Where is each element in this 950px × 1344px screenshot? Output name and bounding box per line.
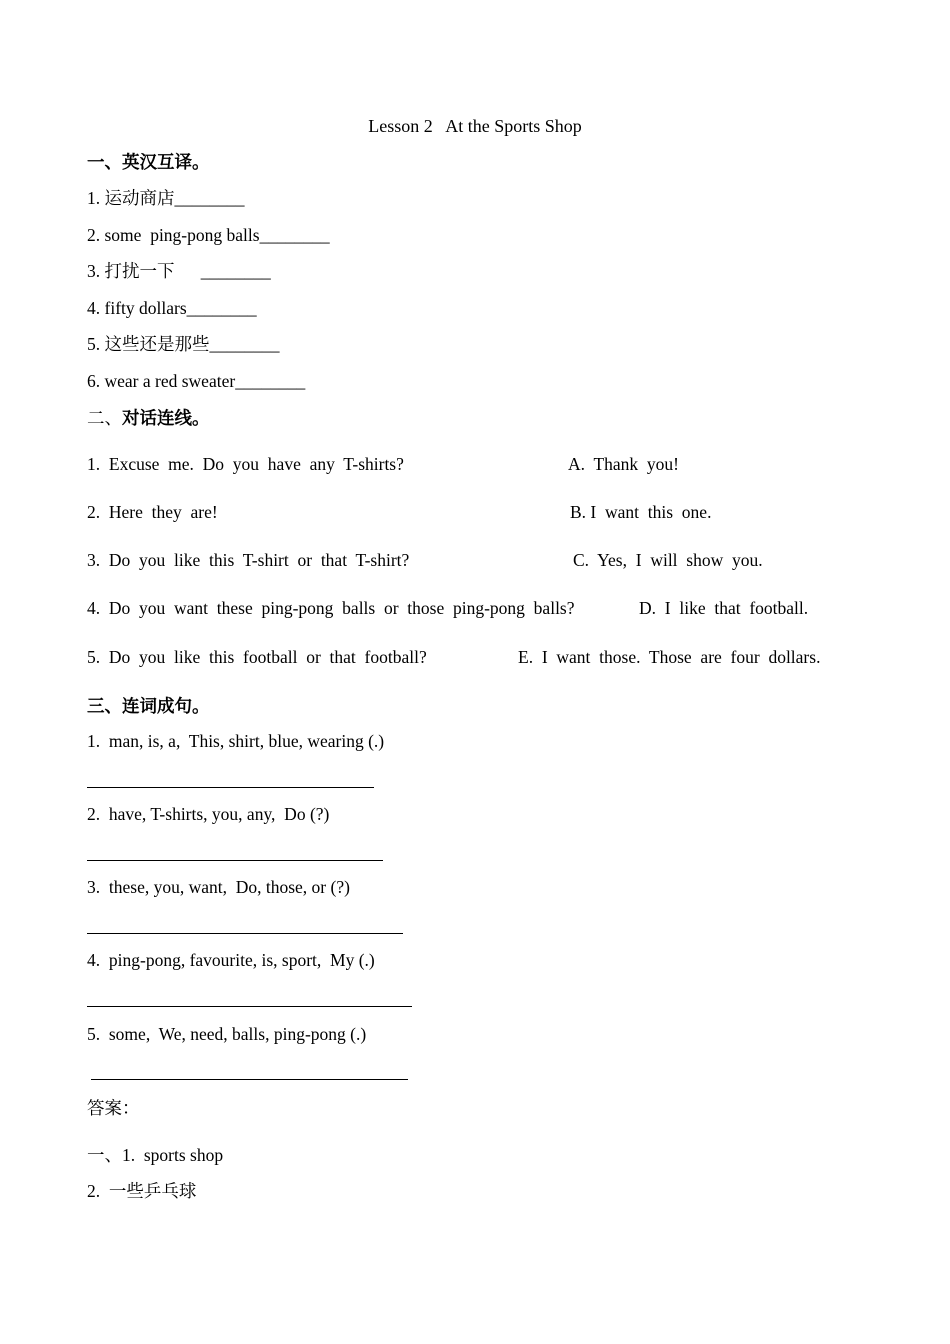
answer-line-1[interactable] xyxy=(87,787,374,788)
item-number: 2. xyxy=(87,225,101,245)
s1-item-5 xyxy=(87,333,280,355)
s3-item-4: 4. ping-pong, favourite, is, sport, My (.) xyxy=(87,950,375,970)
answer-line-4[interactable] xyxy=(87,1006,412,1007)
item-text: 打扰一下 xyxy=(104,261,201,281)
s1-item-4 xyxy=(87,297,257,319)
answer-blank[interactable]: ________ xyxy=(200,261,271,281)
s3-item-5: 5. some, We, need, balls, ping-pong (.) xyxy=(87,1024,367,1044)
answer-line-3[interactable] xyxy=(87,933,403,934)
heading-prefix: 二、 xyxy=(87,408,122,428)
item-number: 1. xyxy=(87,188,101,208)
answer-blank[interactable]: ________ xyxy=(174,188,245,208)
s1-item-6 xyxy=(87,370,305,392)
dialog-right-c[interactable]: C. Yes, I will show you. xyxy=(573,550,763,570)
s1-item-1 xyxy=(87,187,245,209)
s3-item-1: 1. man, is, a, This, shirt, blue, wearing (.) xyxy=(87,731,385,751)
dialog-left-1[interactable]: 1. Excuse me. Do you have any T-shirts? xyxy=(87,454,404,474)
s1-item-3 xyxy=(87,260,271,282)
item-text: 这些还是那些 xyxy=(104,334,210,354)
dialog-right-b[interactable]: B. I want this one. xyxy=(570,502,712,522)
dialog-right-e[interactable]: E. I want those. Those are four dollars. xyxy=(518,647,821,667)
item-number: 4. xyxy=(87,298,101,318)
answer-blank[interactable]: ________ xyxy=(259,225,330,245)
answer-blank[interactable]: ________ xyxy=(209,334,280,354)
s1-item-2 xyxy=(87,224,330,246)
item-text: wear a red sweater xyxy=(104,371,236,391)
dialog-left-3[interactable]: 3. Do you like this T-shirt or that T-shirt? xyxy=(87,550,410,570)
answer-blank[interactable]: ________ xyxy=(235,371,306,391)
answer-line-2[interactable] xyxy=(87,860,383,861)
answer-line-5[interactable] xyxy=(91,1079,408,1080)
answer-line-s1-1: 一、1. sports shop xyxy=(87,1145,224,1165)
item-text: 运动商店 xyxy=(104,188,175,208)
dialog-right-d[interactable]: D. I like that football. xyxy=(639,598,809,618)
s3-item-3: 3. these, you, want, Do, those, or (?) xyxy=(87,877,350,897)
answer-line-s1-2: 2. 一些乒乓球 xyxy=(87,1181,197,1201)
answer-blank[interactable]: ________ xyxy=(186,298,257,318)
heading-text: 对话连线。 xyxy=(122,408,210,428)
section2-heading xyxy=(87,407,210,429)
dialog-left-2[interactable]: 2. Here they are! xyxy=(87,502,218,522)
s3-item-2: 2. have, T-shirts, you, any, Do (?) xyxy=(87,804,330,824)
item-text: fifty dollars xyxy=(104,298,187,318)
item-number: 6. xyxy=(87,371,101,391)
page-title: Lesson 2 At the Sports Shop xyxy=(368,116,582,136)
dialog-left-4[interactable]: 4. Do you want these ping-pong balls or those ping-pong balls? xyxy=(87,598,575,618)
item-text: some ping-pong balls xyxy=(104,225,260,245)
item-number: 5. xyxy=(87,334,101,354)
item-number: 3. xyxy=(87,261,101,281)
section3-heading: 三、连词成句。 xyxy=(87,696,210,716)
dialog-left-5[interactable]: 5. Do you like this football or that football? xyxy=(87,647,427,667)
answers-label: 答案： xyxy=(87,1098,140,1118)
section1-heading: 一、英汉互译。 xyxy=(87,152,210,172)
dialog-right-a[interactable]: A. Thank you! xyxy=(568,454,679,474)
